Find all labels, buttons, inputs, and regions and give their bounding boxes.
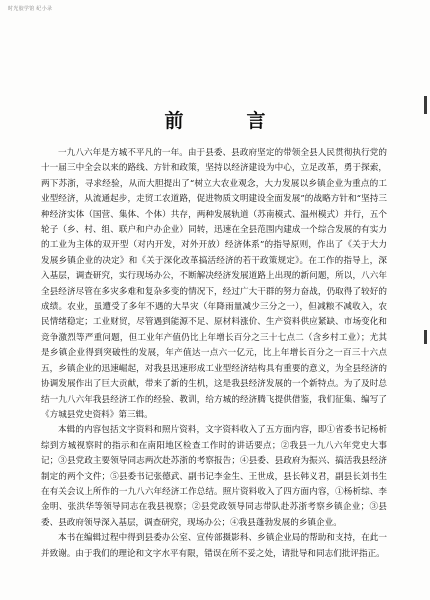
body-text <box>41 146 387 562</box>
paragraph: 一九八六年是方城不平凡的一年。由于县委、县政府坚定的带领全县人民贯彻执行党的十一届三中全会以来的路线、方针和政策，坚持以经济建设为中心，立足改革，勇于探索，两下苏浙，寻求经验，从而大胆提出了“树立大农业观念，大力发展以乡镇企业为重点的工业型经济，从流通起步，走贸工农道路，促进物质文明建设全面发展”的战略方针和“坚持三种经济实体（国营、集体、个体）共存，两种发展轨道（苏南模式、温州模式）并行，五个轮子（乡、村、组、联户和户办企业）同转，迅速在全县范围内建成一个综合发展的有实力的工业为主体的双开型（对内开发，对外开放）经济体系”的指导原则，作出了《关于大力发展乡镇企业的决定》和《关于深化改革搞活经济的若干政策规定》。在工作的指导上，深入基层，调查研究，实行现场办公，不断解决经济发展道路上出现的新问题，所以，八六年全县经济尽管在多灾多难和复杂多变的情况下，经过广大干群的努力奋战，仍取得了较好的成绩。农业，虽遭受了多年不遇的大旱灾（年降雨量减少三分之一），但减粮不减收入，农民情绪稳定；工业财贸，尽管遇到能源不足、原材料涨价、生产资料供应紧缺、市场变化和竞争激烈等严重问题，但工业年产值仍比上年增长百分之三十七点二（含乡村工业）；尤其是乡镇企业得到突破性的发展，年产值达一点六一亿元，比上年增长百分之一百三十六点五，乡镇企业的迅速崛起，对我县迅速形成工业型经济结构具有重要的意义，为全县经济的协调发展作出了巨大贡献，带来了新的生机，这是我县经济发展的一个新特点。为了及时总结一九八六年我县经济工作的经验、教训，给方城的经济腾飞提供借鉴，我们征集、编写了《方城县党史资料》第三辑。 <box>41 148 387 420</box>
watermark: 时光胶学馆 纪小录 <box>8 6 53 12</box>
paragraph: 本辑的内容包括文字资料和照片资料，文字资料收入了五方面内容，即①省委书记杨析综到方城视察时的指示和在南阳地区检查工作时的讲话要点；②我县一九八六年党史大事记；③县党政主要领导同志两次赴苏浙的考察报告；④县委、县政府为振兴、搞活我县经济制定的两个文件；⑤县委书记张德武、副书记李金生、王世成，县长韩义君，副县长刘书生在有关会议上所作的一九八六年经济工作总结。照片资料收入了四方面内容，①杨析综、李金明、张洪华等领导同志在我县视察；②县党政领导同志带队赴苏浙考察乡镇企业；③县委、县政府领导深入基层，调查研究，现场办公；④我县蓬勃发展的乡镇企业。 <box>41 425 387 528</box>
scan-edge-mark <box>424 330 427 344</box>
page-title: 前 言 <box>164 110 288 132</box>
paragraph: 本书在编辑过程中得到县委办公室、宣传部摄影科、乡镇企业局的帮助和支持，在此一并致谢。由于我们的理论和文字水平有限，错误在所不妥之处，请批导和同志们批评指正。 <box>41 533 387 559</box>
